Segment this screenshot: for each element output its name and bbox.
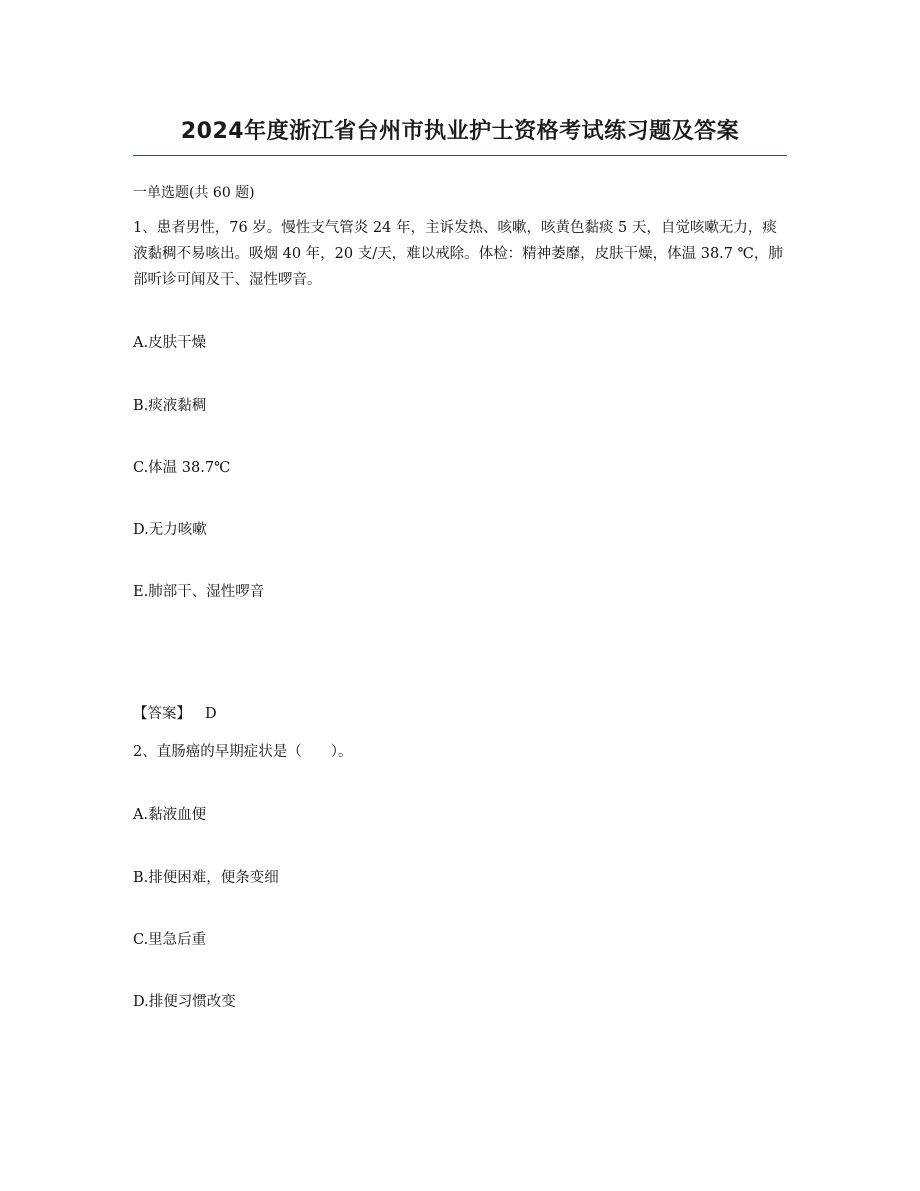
question-1-answer bbox=[133, 702, 217, 723]
question-2-text: 2、直肠癌的早期症状是（ ）。 bbox=[133, 744, 353, 760]
question-1-option-b: B.痰液黏稠 bbox=[133, 398, 207, 414]
question-1-text: 1、患者男性，76 岁。慢性支气管炎 24 年，主诉发热、咳嗽，咳黄色黏痰 5 天，自觉咳嗽无力，痰液黏稠不易咳出。吸烟 40 年，20 支/天，难以戒除。体检：精神萎靡，皮肤干燥，体温 38.7 ℃，肺部听诊可闻及干、湿性啰音。 bbox=[133, 220, 783, 288]
question-2-option-d: D.排便习惯改变 bbox=[133, 994, 236, 1010]
question-1-option-d: D.无力咳嗽 bbox=[133, 522, 207, 538]
question-1-option-c: C.体温 38.7℃ bbox=[133, 460, 231, 476]
question-1-option-e: E.肺部干、湿性啰音 bbox=[133, 584, 265, 600]
question-2-option-b: B.排便困难，便条变细 bbox=[133, 870, 279, 886]
answer-label: 【答案】 bbox=[133, 706, 191, 722]
question-1-option-a: A.皮肤干燥 bbox=[133, 335, 207, 351]
answer-value: D bbox=[205, 706, 217, 722]
question-2-option-a: A.黏液血便 bbox=[133, 807, 207, 823]
title-divider bbox=[133, 155, 787, 156]
page-title: 2024年度浙江省台州市执业护士资格考试练习题及答案 bbox=[180, 119, 740, 144]
section-label: 一单选题(共 60 题) bbox=[133, 185, 255, 201]
question-2-option-c: C.里急后重 bbox=[133, 932, 207, 948]
